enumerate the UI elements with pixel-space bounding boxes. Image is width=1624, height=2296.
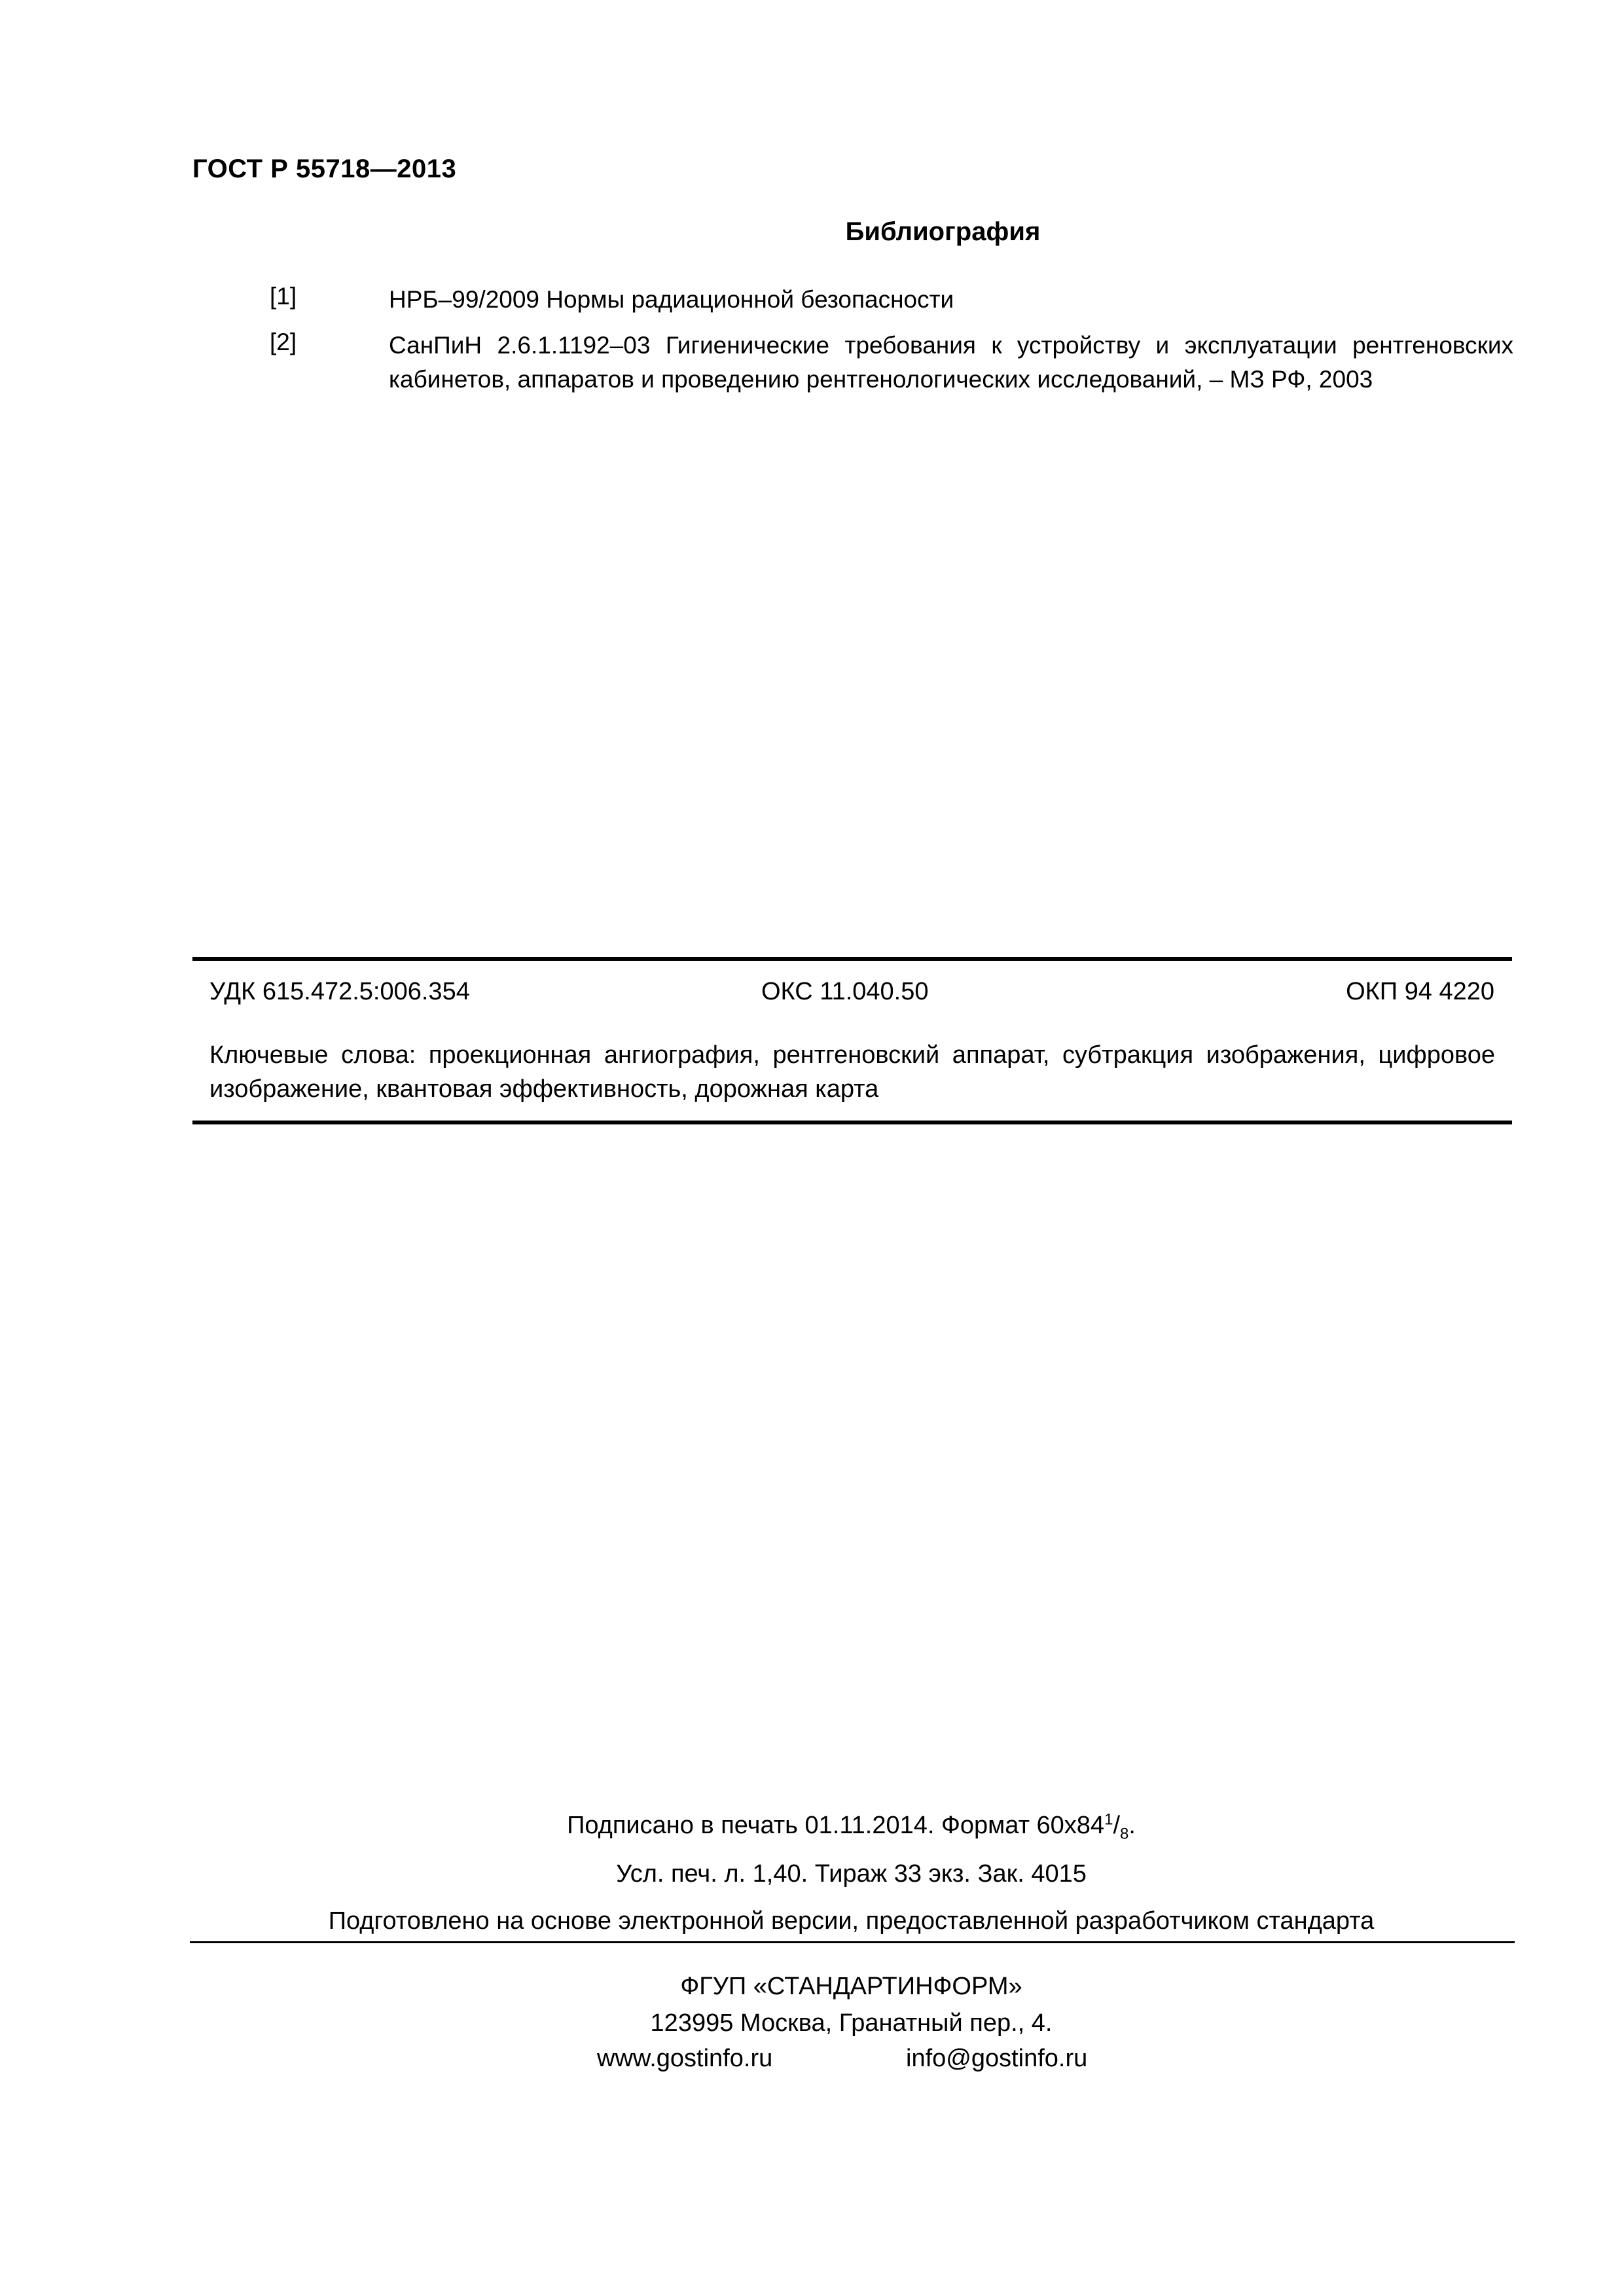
oks-code: ОКС 11.040.50 <box>761 978 929 1005</box>
bibliography-title: Библиография <box>845 217 1041 246</box>
format-numerator: 1 <box>1104 1810 1113 1829</box>
imprint-divider <box>190 1941 1515 1943</box>
format-denominator: 8 <box>1120 1825 1129 1843</box>
imprint-print-info: Усл. печ. л. 1,40. Тираж 33 экз. Зак. 4015 <box>616 1860 1087 1888</box>
publisher-website-link[interactable]: www.gostinfo.ru <box>597 2045 773 2072</box>
reference-text: СанПиН 2.6.1.1192–03 Гигиенические требования к устройству и эксплуатации рентгеновских кабинетов, аппаратов и проведению рентгенологических исследований, – МЗ РФ, 2003 <box>389 332 1513 393</box>
keywords-text: Ключевые слова: проекционная ангиография, рентгеновский аппарат, субтракция изображения, цифровое изображение, квантовая эффективность, дорожная карта <box>209 1041 1495 1103</box>
udk-code: УДК 615.472.5:006.354 <box>209 978 470 1005</box>
reference-number: [1] <box>270 283 297 310</box>
publisher-email-link[interactable]: info@gostinfo.ru <box>906 2045 1088 2072</box>
publisher-name: ФГУП «СТАНДАРТИНФОРМ» <box>680 1973 1022 2000</box>
imprint-prepared: Подготовлено на основе электронной версии, предоставленной разработчиком стандарта <box>328 1907 1375 1935</box>
publisher-address: 123995 Москва, Гранатный пер., 4. <box>650 2009 1053 2037</box>
format-end: . <box>1128 1812 1136 1839</box>
divider-top <box>192 957 1512 961</box>
reference-text: НРБ–99/2009 Нормы радиационной безопасности <box>389 286 954 313</box>
imprint-signed-text: Подписано в печать 01.11.2014. Формат 60x84 <box>567 1812 1105 1839</box>
document-code: ГОСТ Р 55718—2013 <box>192 154 457 183</box>
reference-number: [2] <box>270 329 297 355</box>
okp-code: ОКП 94 4220 <box>1346 978 1494 1005</box>
format-slash: / <box>1113 1812 1120 1839</box>
imprint-signed <box>0 1810 1624 1843</box>
divider-bottom <box>192 1121 1512 1124</box>
